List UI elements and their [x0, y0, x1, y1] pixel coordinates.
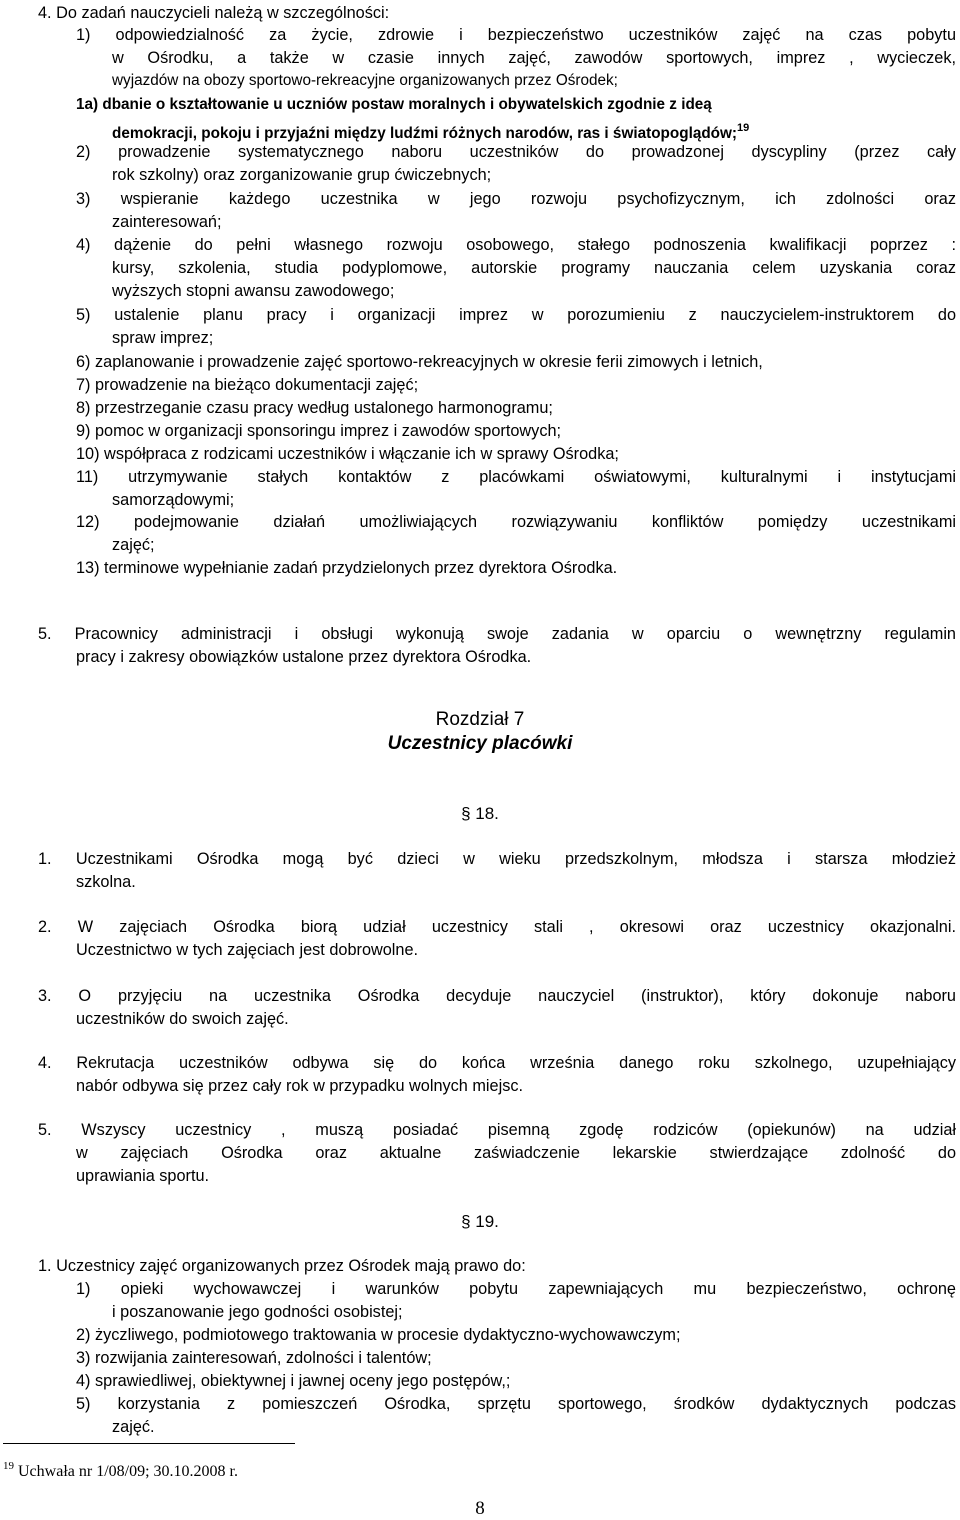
p18-4-line-1: 4. Rekrutacja uczestników odbywa się do końca września danego roku szkolnego, uzupełniający: [38, 1054, 956, 1072]
p18-5-line-3: uprawiania sportu.: [76, 1167, 210, 1185]
duty-11-line-1: 11) utrzymywanie stałych kontaktów z placówkami oświatowymi, kulturalnymi i instytucjami: [76, 468, 956, 486]
p18-3-line-1: 3. O przyjęciu na uczestnika Ośrodka decyduje nauczyciel (instruktor), który dokonuje naboru: [38, 987, 956, 1005]
section-5-line-1: 5. Pracownicy administracji i obsługi wykonują swoje zadania w oparciu o wewnętrzny regulamin: [38, 625, 956, 643]
duty-2-line-2: rok szkolny) oraz zorganizowanie grup ćwiczebnych;: [112, 166, 492, 184]
duty-12-line-2: zajęć;: [112, 536, 155, 554]
footnote-number: 19: [3, 1460, 14, 1472]
right-5-line-2: zajęć.: [112, 1418, 155, 1436]
duty-13: 13) terminowe wypełnianie zadań przydzielonych przez dyrektora Ośrodka.: [76, 559, 618, 577]
duty-1a-line-1: 1a) dbanie o kształtowanie u uczniów postaw moralnych i obywatelskich zgodnie z ideą: [76, 96, 712, 113]
paragraph-19-heading: § 19.: [461, 1212, 499, 1231]
duty-6: 6) zaplanowanie i prowadzenie zajęć sportowo-rekreacyjnych w okresie ferii zimowych i letnich,: [76, 353, 763, 371]
chapter-number: Rozdział 7: [435, 709, 525, 730]
footnote-separator: [3, 1443, 295, 1444]
duty-7: 7) prowadzenie na bieżąco dokumentacji zajęć;: [76, 376, 419, 394]
p18-1-line-2: szkolna.: [76, 873, 136, 891]
section-4-intro: 4. Do zadań nauczycieli należą w szczególności:: [38, 4, 390, 22]
duty-9: 9) pomoc w organizacji sponsoringu imprez i zawodów sportowych;: [76, 422, 562, 440]
duty-1-line-3: wyjazdów na obozy sportowo-rekreacyjne organizowanych przez Ośrodek;: [112, 72, 618, 89]
p18-4-line-2: nabór odbywa się przez cały rok w przypadku wolnych miejsc.: [76, 1077, 524, 1095]
footnote: [3, 1460, 238, 1481]
duty-4-line-2: kursy, szkolenia, studia podyplomowe, autorskie programy nauczania celem uzyskania coraz: [112, 259, 956, 277]
section-5-line-2: pracy i zakresy obowiązków ustalone przez dyrektora Ośrodka.: [76, 648, 532, 666]
duty-3-line-2: zainteresowań;: [112, 213, 222, 231]
duty-11-line-2: samorządowymi;: [112, 491, 235, 509]
duty-10: 10) współpraca z rodzicami uczestników i włączanie ich w sprawy Ośrodka;: [76, 445, 619, 463]
paragraph-18-heading: § 18.: [461, 804, 499, 823]
p18-2-line-2: Uczestnictwo w tych zajęciach jest dobrowolne.: [76, 941, 419, 959]
duty-4-line-1: 4) dążenie do pełni własnego rozwoju osobowego, stałego podnoszenia kwalifikacji poprzez :: [76, 236, 956, 254]
p18-2-line-1: 2. W zajęciach Ośrodka biorą udział uczestnicy stali , okresowi oraz uczestnicy okazjonalni.: [38, 918, 956, 936]
duty-1-line-1: 1) odpowiedzialność za życie, zdrowie i bezpieczeństwo uczestników zajęć na czas pobytu: [76, 26, 956, 44]
right-1-line-2: i poszanowanie jego godności osobistej;: [112, 1303, 403, 1321]
duty-8: 8) przestrzeganie czasu pracy według ustalonego harmonogramu;: [76, 399, 553, 417]
duty-2-line-1: 2) prowadzenie systematycznego naboru uczestników do prowadzonej dyscypliny (przez cały: [76, 143, 956, 161]
duty-1a-line-2: demokracji, pokoju i przyjaźni między ludźmi różnych narodów, ras i światopoglądów;$^{19}$: [112, 122, 750, 142]
page-number: 8: [475, 1498, 485, 1519]
footnote-ref-19: 19: [737, 122, 750, 134]
duty-5-line-2: spraw imprez;: [112, 329, 214, 347]
duty-1-line-2: w Ośrodku, a także w czasie innych zajęć, zawodów sportowych, imprez , wycieczek,: [112, 49, 956, 67]
p18-5-line-2: w zajęciach Ośrodka oraz aktualne zaświadczenie lekarskie stwierdzające zdolność do: [76, 1144, 956, 1162]
p18-3-line-2: uczestników do swoich zajęć.: [76, 1010, 289, 1028]
footnote-text: Uchwała nr 1/08/09; 30.10.2008 r.: [18, 1463, 238, 1480]
duty-12-line-1: 12) podejmowanie działań umożliwiających rozwiązywaniu konfliktów pomiędzy uczestnikami: [76, 513, 956, 531]
p18-5-line-1: 5. Wszyscy uczestnicy , muszą posiadać pisemną zgodę rodziców (opiekunów) na udział: [38, 1121, 956, 1139]
duty-5-line-1: 5) ustalenie planu pracy i organizacji imprez w porozumieniu z nauczycielem-instruktorem do: [76, 306, 956, 324]
duty-3-line-1: 3) wspieranie każdego uczestnika w jego rozwoju psychofizycznym, ich zdolności oraz: [76, 190, 956, 208]
right-1-line-1: 1) opieki wychowawczej i warunków pobytu zapewniających mu bezpieczeństwo, ochronę: [76, 1280, 956, 1298]
right-5-line-1: 5) korzystania z pomieszczeń Ośrodka, sprzętu sportowego, środków dydaktycznych podczas: [76, 1395, 956, 1413]
p19-1-intro: 1. Uczestnicy zajęć organizowanych przez Ośrodek mają prawo do:: [38, 1257, 526, 1275]
right-2: 2) życzliwego, podmiotowego traktowania w procesie dydaktyczno-wychowawczym;: [76, 1326, 681, 1344]
right-3: 3) rozwijania zainteresowań, zdolności i talentów;: [76, 1349, 432, 1367]
chapter-title: Uczestnicy placówki: [387, 733, 573, 754]
duty-4-line-3: wyższych stopni awansu zawodowego;: [112, 282, 395, 300]
p18-1-line-1: 1. Uczestnikami Ośrodka mogą być dzieci w wieku przedszkolnym, młodsza i starsza młodzież: [38, 850, 956, 868]
right-4: 4) sprawiedliwej, obiektywnej i jawnej oceny jego postępów,;: [76, 1372, 511, 1390]
